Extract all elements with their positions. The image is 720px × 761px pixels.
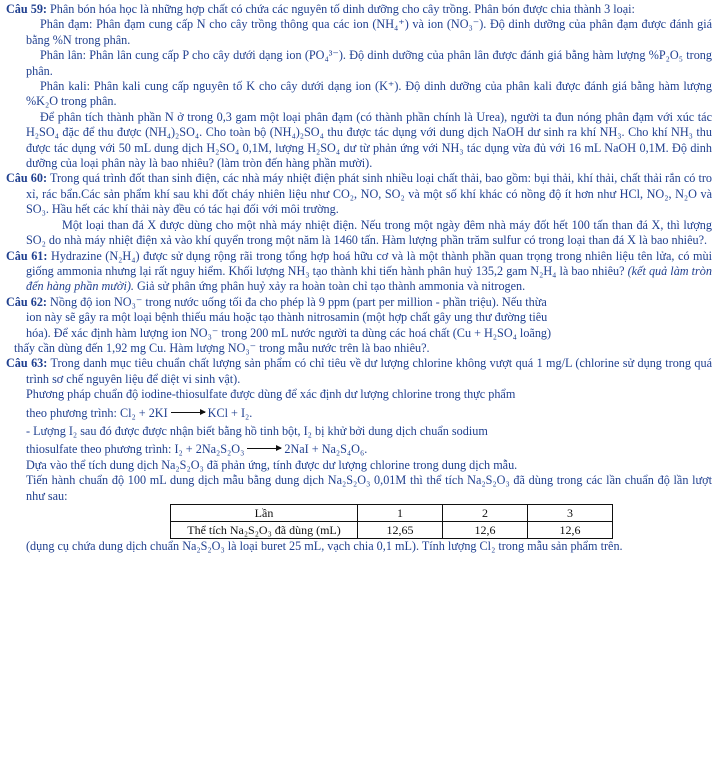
question-60-body: Trong quá trình đốt than sinh điện, các nhà máy nhiệt điện phát sinh nhiều loại chất thải, bao gồm: bụi thải, khí thải, chất thải rắn có tro xỉ, rác bẩn.Các sản phẩm khí sau khi đốt cháy nhiên liệu như CO₂, NO, SO₂ và một số khí khác có nồng độ ít hơn như HCl, NO₂, N₂O và SO₃. Hầu hết các khí thải này đều có tác hại đối với môi trường. [26,171,713,217]
question-63-iodine-line: - Lượng I₂ sau đó được được nhận biết bằng hồ tinh bột, I₂ bị khử bởi dung dịch chuẩn sodium [26,423,488,438]
equation-1-reactants: Cl₂ + 2KI [119,405,168,420]
equation-2-reactants: I₂ + 2Na₂S₂O₃ [174,442,245,457]
equation-2-prefix: thiosulfate theo phương trình: [26,442,172,457]
question-63-equation-1 [6,406,712,421]
table-cell: 12,65 [358,522,443,539]
question-62-label: Câu 62: [6,294,47,309]
question-63-label: Câu 63: [6,356,48,371]
reaction-arrow-icon [247,448,281,449]
table-cell: Thể tích Na₂S₂O₃ đã dùng (mL) [171,522,358,539]
question-59-body: Để phân tích thành phần N ở trong 0,3 gam một loại phân đạm (có thành phần chính là Urea), người ta đun nóng phân đạm với xúc tác H₂SO₄ đặc để thu được (NH₄)₂SO₄. Cho toàn bộ (NH₄)₂SO₄ thu được tác dụng với dung dịch NaOH dư sinh ra khí NH₃. Cho khí NH₃ thu được tác dụng với 50 mL dung dịch H₂SO₄ 0,1M, lượng H₂SO₄ dư từ phản ứng với NH₃ tác dụng vừa đủ với 16 mL NaOH 0,1M. Độ dinh dưỡng của loại phân này là bao nhiêu? (làm tròn đến hàng phần mười). [26,109,712,171]
question-61 [6,249,712,295]
table-cell: 12,6 [528,522,613,539]
question-60-label: Câu 60: [6,171,48,186]
question-63-method: Phương pháp chuẩn độ iodine-thiosulfate được dùng để xác định dư lượng chlorine trong thực phẩm [26,387,516,402]
question-60-body2: Một loại than đá X được dùng cho một nhà máy nhiệt điện. Nếu trong một ngày đêm nhà máy đốt hết 100 tấn than đá X, thì lượng SO₂ do nhà máy nhiệt điện xả vào khí quyển trong một năm là 1460 tấn. Hàm lượng phần trăm sulfur có trong loại than đá X là bao nhiêu?. [26,217,712,248]
question-62-line3: hóa). Để xác định hàm lượng ion NO₃⁻ trong 200 mL nước người ta dùng các hoá chất (Cu + H₂SO₄ loãng) [26,325,552,340]
table-cell: 3 [528,505,613,522]
table-cell: 1 [358,505,443,522]
question-63-footer: (dụng cụ chứa dung dịch chuẩn Na₂S₂O₃ là loại buret 25 mL, vạch chia 0,1 mL). Tính lượng Cl₂ trong mẫu sản phẩm trên. [26,539,623,553]
table-cell: Lần [171,505,358,522]
table-row [171,522,613,539]
question-62-line4: thấy cần dùng đến 1,92 mg Cu. Hàm lượng NO₃⁻ trong mẫu nước trên là bao nhiêu?. [14,340,430,355]
question-61-label: Câu 61: [6,248,48,263]
equation-1-prefix: theo phương trình: [26,405,117,420]
table-cell: 12,6 [443,522,528,539]
question-59-potassium: Phân kali: Phân kali cung cấp nguyên tố K cho cây dưới dạng ion (K⁺). Độ dinh dưỡng của phân kali được đánh giá bằng hàm lượng %K₂O trong phân. [26,79,712,109]
question-63-equation-2 [6,442,712,457]
titration-table [170,504,613,539]
question-59-label: Câu 59: [6,2,47,16]
question-62-line2: ion này sẽ gây ra một loại bệnh thiếu máu hoặc tạo thành nitrosamin (một hợp chất gây ung thư đường tiêu [26,310,548,325]
question-60 [6,171,712,248]
equation-1-products: KCl + I₂. [207,405,253,420]
table-header-row [171,505,613,522]
question-61-rounding-note: (kết quả làm tròn đến hàng phần mười). [26,263,712,294]
question-63-body: Trong danh mục tiêu chuẩn chất lượng sản phẩm có chỉ tiêu về dư lượng chlorine không vượt quá 1 mg/L (chlorine sử dụng trong quá trình sơ chế nguyên liệu để diệt vi sinh vật). [26,356,712,386]
question-59-nitrogen: Phân đạm: Phân đạm cung cấp N cho cây trồng thông qua các ion (NH₄⁺) và ion (NO₃⁻). Độ dinh dưỡng của phân đạm được đánh giá bằng %N trong phân. [26,17,712,47]
equation-2-products: 2NaI + Na₂S₄O₆. [284,442,368,457]
question-63 [6,356,712,554]
question-59 [6,2,712,171]
question-63-based: Dựa vào thể tích dung dịch Na₂S₂O₃ đã phản ứng, tính được dư lượng chlorine trong dung dịch mẫu. [26,457,518,472]
question-59-intro: Phân bón hóa học là những hợp chất có chứa các nguyên tố dinh dưỡng cho cây trồng. Phân bón được chia thành 3 loại: [50,2,635,16]
question-61-body: Hydrazine (N₂H₄) được sử dụng rộng rãi trong tổng hợp hoá hữu cơ và là một thành phần quan trọng trong nhiên liệu tên lửa, có mùi giống ammonia nhưng lại rất nguy hiểm. Khối lượng NH₃ tạo thành khi tiến hành phân huỷ 135,2 gam N₂H₄ là bao nhiêu? [26,248,713,278]
question-62 [6,295,712,357]
reaction-arrow-icon [171,412,205,413]
question-63-titration: Tiến hành chuẩn độ 100 mL dung dịch mẫu bằng dung dịch Na₂S₂O₃ 0,01M thì thể tích Na₂S₂O₃ đã dùng trong các lần chuẩn độ lần lượt như sau: [26,473,712,503]
table-cell: 2 [443,505,528,522]
question-61-tail: Giả sử phân ứng phân huỷ xảy ra hoàn toàn chỉ tạo thành ammonia và nitrogen. [136,279,526,294]
question-59-phosphorus: Phân lân: Phân lân cung cấp P cho cây dưới dạng ion (PO₄³⁻). Độ dinh dưỡng của phân lân được đánh giá bằng hàm lượng %P₂O₅ trong phân. [26,48,712,78]
question-62-line1: Nồng độ ion NO₃⁻ trong nước uống tối đa cho phép là 9 ppm (part per million - phần triệu). Nếu thừa [50,294,547,309]
